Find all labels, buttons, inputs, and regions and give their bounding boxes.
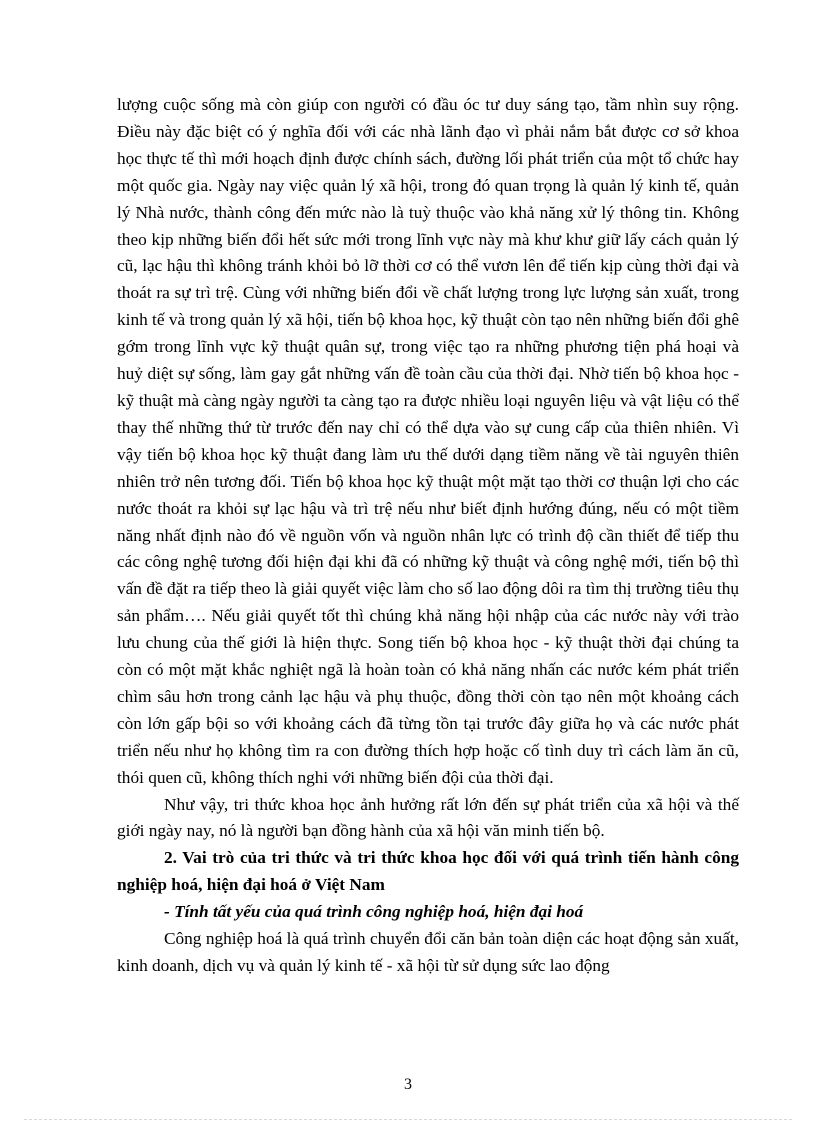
body-paragraph-1: lượng cuộc sống mà còn giúp con người có đầu óc tư duy sáng tạo, tầm nhìn suy rộng. Điều này đặc biệt có ý nghĩa đối với các nhà lãnh đạo vì phải nắm bắt được cơ sở khoa học thực tế thì mới hoạch định được chính sách, đường lối phát triển của một tổ chức hay một quốc gia. Ngày nay việc quản lý xã hội, trong đó quan trọng là quản lý kinh tế, quản lý Nhà nước, thành công đến mức nào là tuỳ thuộc vào khả năng xử lý thông tin. Không theo kịp những biến đổi hết sức mới trong lĩnh vực này mà khư khư giữ lấy cách quản lý cũ, lạc hậu thì không tránh khỏi bỏ lỡ thời cơ có thể vươn lên để tiến kịp cùng thời đại và thoát ra sự trì trệ. Cùng với những biến đổi về chất lượng trong lực lượng sản xuất, trong kinh tế và trong quản lý xã hội, tiến bộ khoa học, kỹ thuật còn tạo nên những biến đổi ghê gớm trong lĩnh vực kỹ thuật quân sự, trong việc tạo ra những phương tiện phá hoại và huỷ diệt sự sống, làm gay gắt những vấn đề toàn cầu của thời đại. Nhờ tiến bộ khoa học - kỹ thuật mà càng ngày người ta càng tạo ra được nhiều loại nguyên liệu và vật liệu có thể thay thế những thứ từ trước đến nay chỉ có thể dựa vào sự cung cấp của thiên nhiên. Vì vậy tiến bộ khoa học kỹ thuật đang làm ưu thế dưới dạng tiềm năng về tài nguyên thiên nhiên trở nên tương đối. Tiến bộ khoa học kỹ thuật một mặt tạo thời cơ thuận lợi cho các nước thoát ra khỏi sự lạc hậu và trì trệ nếu như biết định hướng đúng, nếu có một tiềm năng nhất định nào đó về nguồn vốn và nguồn nhân lực có trình độ cần thiết để tiếp thu các công nghệ tương đối hiện đại khi đã có những kỹ thuật và công nghệ mới, tiến bộ thì vấn đề đặt ra tiếp theo là giải quyết việc làm cho số lao động dôi ra tìm thị trường tiêu thụ sản phẩm…. Nếu giải quyết tốt thì chúng khả năng hội nhập của các nước này với trào lưu chung của thế giới là hiện thực. Song tiến bộ khoa học - kỹ thuật thời đại chúng ta còn có một mặt khắc nghiệt ngã là hoàn toàn có khả năng nhấn các nước kém phát triển chìm sâu hơn trong cảnh lạc hậu và phụ thuộc, đồng thời còn tạo nên một khoảng cách còn lớn gấp bội so với khoảng cách đã từng tồn tại trước đây giữa họ và các nước phát triển nếu như họ không tìm ra con đường thích hợp hoặc cố tình duy trì cách làm ăn cũ, thói quen cũ, không thích nghi với những biến đội của thời đại.: [117, 95, 739, 787]
page-body: [117, 92, 739, 980]
page-bottom-divider: [24, 1119, 792, 1120]
page-number: 3: [404, 1076, 412, 1093]
body-paragraph-2: Như vậy, tri thức khoa học ảnh hưởng rất lớn đến sự phát triển của xã hội và thế giới ngày nay, nó là người bạn đồng hành của xã hội văn minh tiến bộ.: [117, 794, 739, 841]
subsection-heading: - Tính tất yếu của quá trình công nghiệp hoá, hiện đại hoá: [164, 902, 584, 922]
section-heading: 2. Vai trò của tri thức và tri thức khoa học đối với quá trình tiến hành công nghiệp hoá, hiện đại hoá ở Việt Nam: [117, 848, 739, 895]
body-paragraph-3: Công nghiệp hoá là quá trình chuyển đổi căn bản toàn diện các hoạt động sản xuất, kinh doanh, dịch vụ và quản lý kinh tế - xã hội từ sử dụng sức lao động: [117, 929, 739, 975]
